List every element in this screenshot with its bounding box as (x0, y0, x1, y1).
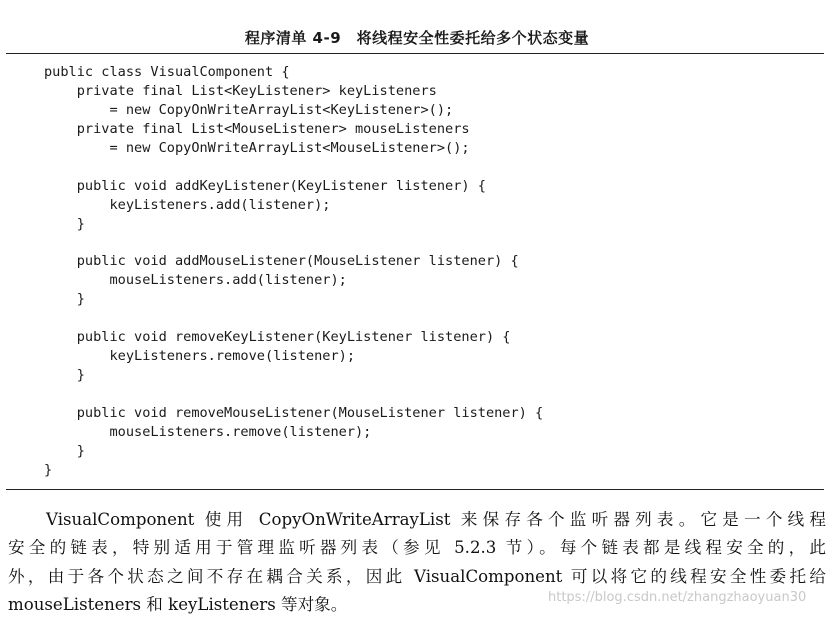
code-line: keyListeners.remove(listener); (44, 348, 355, 365)
paragraph-line: 安全的链表，特别适用于管理监听器列表（参见 5.2.3 节）。每个链表都是线程安全的，此 (8, 538, 826, 558)
code-line: private final List<KeyListener> keyListeners (44, 82, 437, 99)
code-line: mouseListeners.remove(listener); (44, 423, 372, 440)
code-line: public void addKeyListener(KeyListener listener) { (44, 177, 486, 194)
code-line: mouseListeners.add(listener); (44, 272, 347, 289)
code-line: } (44, 291, 85, 308)
code-line: public void addMouseListener(MouseListener listener) { (44, 253, 519, 270)
code-line: } (44, 461, 53, 478)
paragraph-line: VisualComponent 使用 CopyOnWriteArrayList 来保存各个监听器列表。它是一个线程 (46, 510, 826, 529)
code-line: } (44, 367, 85, 383)
bottom-rule (6, 489, 824, 490)
code-line: private final List<MouseListener> mouseListeners (44, 120, 470, 137)
watermark-text: https://blog.csdn.net/zhangzhaoyuan30 (548, 590, 807, 605)
listing-title: 程序清单 4-9 将线程安全性委托给多个状态变量 (244, 29, 590, 47)
code-line: = new CopyOnWriteArrayList<MouseListener>(); (44, 139, 470, 156)
code-line (44, 385, 543, 404)
code-line: public void removeMouseListener(MouseListener listener) { (44, 404, 544, 421)
code-line (44, 233, 543, 252)
code-line: = new CopyOnWriteArrayList<KeyListener>(); (44, 101, 454, 118)
code-line (44, 309, 543, 328)
paragraph-line: 外，由于各个状态之间不存在耦合关系，因此 VisualComponent 可以将它的线程安全性委托给 (8, 566, 826, 586)
code-line (44, 158, 543, 177)
code-line: keyListeners.add(listener); (44, 196, 331, 213)
top-rule (6, 53, 824, 54)
paragraph-line: mouseListeners 和 keyListeners 等对象。 (8, 594, 348, 614)
code-line: } (44, 215, 85, 232)
code-line: } (44, 442, 85, 459)
code-line: public class VisualComponent { (44, 64, 290, 80)
code-line: public void removeKeyListener(KeyListener listener) { (44, 329, 511, 346)
code-listing (44, 63, 543, 480)
